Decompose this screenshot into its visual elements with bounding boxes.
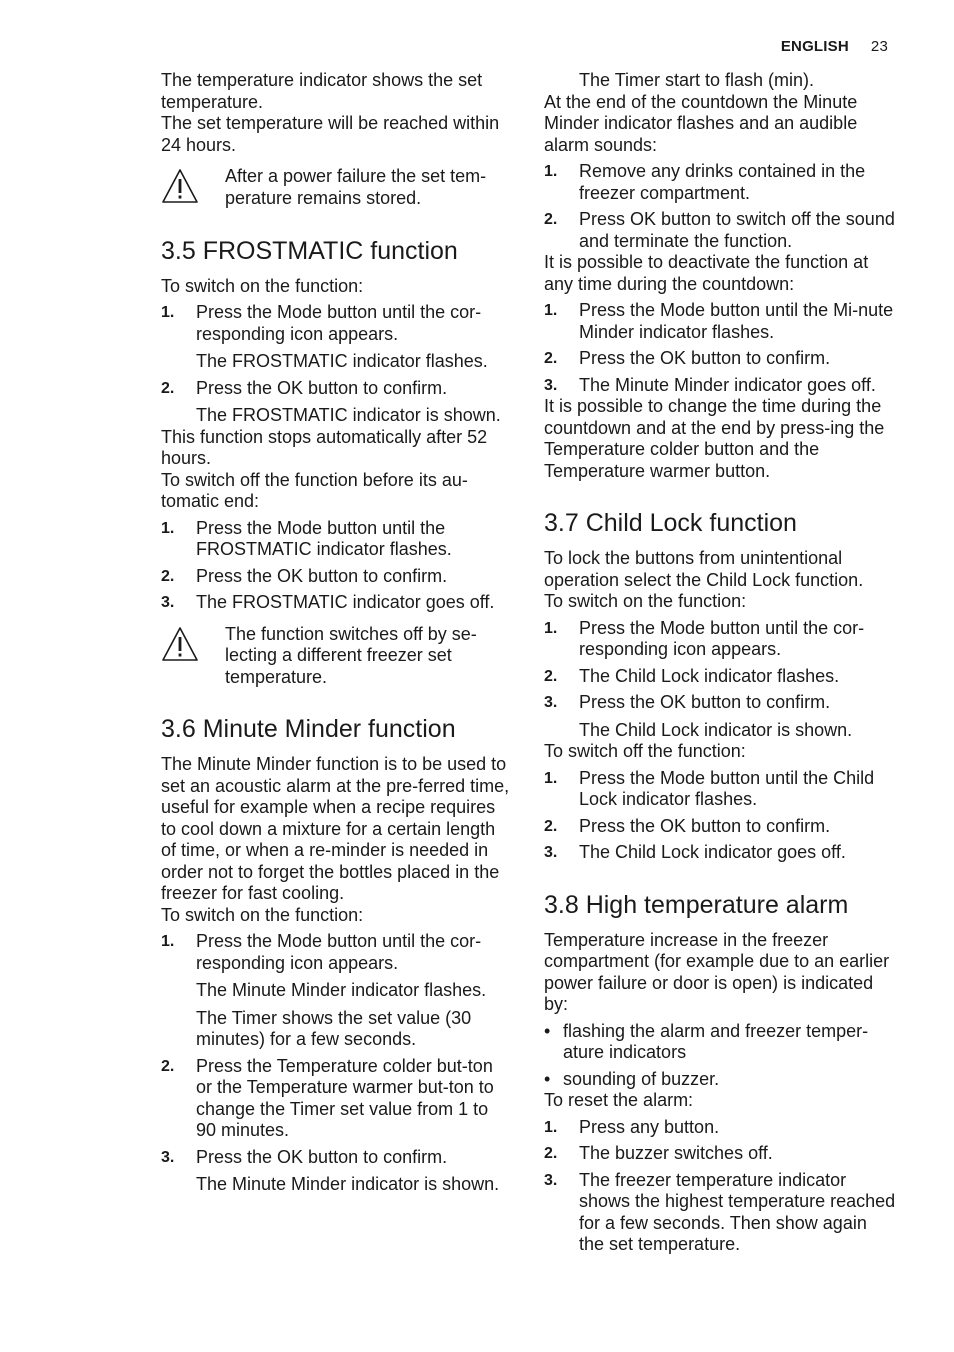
list-item: 3. The FROSTMATIC indicator goes off. [161,592,495,612]
left-column [161,70,513,1196]
list-item: 3. Press the OK button to confirm. [161,1146,448,1167]
list-item: 3. The freezer temperature indicator shows the highest temperature reached for a few seconds. Then show again the set temperature. [544,1169,896,1254]
list-item: 1. Press the Mode button until the Mi-nute Minder indicator flashes. [544,300,894,342]
section-title-3-7: 3.7 Child Lock function [544,509,797,537]
section-title-3-8: 3.8 High temperature alarm [544,890,849,919]
list-item: 2. The buzzer switches off. [544,1143,773,1163]
bullet-item: • flashing the alarm and freezer temper-ature indicators [544,1020,869,1062]
list-item: 3. Press the OK button to confirm. [544,692,831,712]
list-item: 1. Press the Mode button until the cor-responding icon appears. [161,302,482,344]
language-label: ENGLISH [780,38,849,55]
paragraph: The Minute Minder function is to be used to set an acoustic alarm at the pre-ferred time, useful for example when a recipe requires to cool down a mixture for a certain length of time, or when a re-minder is needed in order not to forget the bottles placed in the freezer for fast cooling. [161,754,510,903]
list-item: 1. Press the Mode button until the cor-responding icon appears. [161,931,482,973]
list-item: 1. Remove any drinks contained in the freezer compartment. [544,161,866,203]
warning-text: After a power failure the set tem-perature remains stored. [225,166,487,208]
list-item: 3. The Minute Minder indicator goes off. [544,374,876,395]
list-item: 2. Press the OK button to confirm. [161,377,448,398]
section-title-3-6: 3.6 Minute Minder function [161,715,456,743]
list-item: 1. Press the Mode button until the Child Lock indicator flashes. [544,767,875,809]
list-item-result: The FROSTMATIC indicator is shown. [196,405,501,425]
list-item-result: The Minute Minder indicator flashes. [196,980,487,1000]
section-title-3-5: 3.5 FROSTMATIC function [161,236,458,265]
page-header [781,38,888,55]
list-item-result: The FROSTMATIC indicator flashes. [196,351,488,371]
warning-note [161,166,513,210]
list-item-result: The Timer start to flash (min). [579,70,815,90]
list-item: 1. Press the Mode button until the cor-responding icon appears. [544,617,865,659]
paragraph: To switch on the function: [161,275,364,296]
paragraph: At the end of the countdown the Minute Minder indicator flashes and an audible alarm sounds: [544,91,858,155]
intro-paragraph: The temperature indicator shows the set temperature. [161,70,483,112]
list-item-result: The Child Lock indicator is shown. [579,719,853,740]
warning-note [161,624,513,689]
list-item: 1. Press any button. [544,1116,720,1137]
list-item: 2. The Child Lock indicator flashes. [544,665,840,686]
list-item: 2. Press the Temperature colder but-ton or the Temperature warmer but-ton to change the Timer set value from 1 to 90 minutes. [161,1055,494,1140]
paragraph: To lock the buttons from unintentional operation select the Child Lock function. [544,548,864,590]
paragraph: To switch off the function: [544,741,746,761]
paragraph: Temperature increase in the freezer compartment (for example due to an earlier power failure or door is open) is indicated by: [544,929,890,1014]
paragraph: To switch on the function: [161,904,364,925]
page-number: 23 [870,38,888,55]
paragraph: This function stops automatically after 52 hours. [161,426,488,468]
paragraph: It is possible to deactivate the function at any time during the countdown: [544,252,869,294]
list-item-result: The Timer shows the set value (30 minutes) for a few seconds. [196,1007,472,1049]
right-column [544,70,896,1256]
list-item: 3. The Child Lock indicator goes off. [544,842,846,862]
list-item: 2. Press the OK button to confirm. [544,815,831,836]
bullet-item: • sounding of buzzer. [544,1068,720,1089]
paragraph: It is possible to change the time during the countdown and at the end by press-ing the Temperature colder button and the Temperature warmer button. [544,396,885,481]
list-item: 1. Press the Mode button until the FROSTMATIC indicator flashes. [161,517,452,559]
warning-text: The function switches off by se-lecting a different freezer set temperature. [225,623,477,687]
list-item: 2. Press the OK button to confirm. [544,348,831,368]
paragraph: To reset the alarm: [544,1090,694,1110]
list-item: 2. Press the OK button to confirm. [161,565,448,586]
list-item: 2. Press OK button to switch off the sound and terminate the function. [544,209,895,251]
paragraph: To switch off the function before its au-tomatic end: [161,469,468,511]
paragraph: To switch on the function: [544,591,747,611]
list-item-result: The Minute Minder indicator is shown. [196,1174,500,1194]
warning-triangle-icon [161,624,225,689]
intro-paragraph-2: The set temperature will be reached within 24 hours. [161,113,500,155]
warning-triangle-icon [161,166,225,210]
